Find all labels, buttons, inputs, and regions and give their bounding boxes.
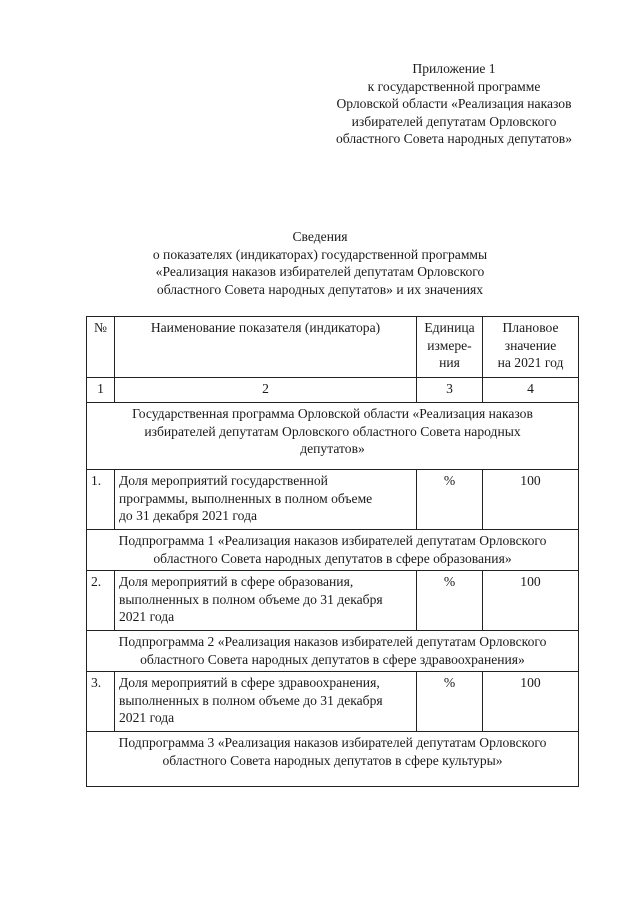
column-index: 1	[87, 378, 115, 403]
indicator-name: Доля мероприятий в сфере образования, выполненных в полном объеме до 31 декабря 2021 года	[115, 571, 417, 631]
header-number: №	[87, 317, 115, 378]
subprogram-row	[87, 631, 579, 672]
indicator-value: 100	[483, 470, 579, 530]
document-heading	[120, 228, 520, 298]
heading-line: областного Совета народных депутатов» и их значениях	[156, 281, 484, 297]
column-index: 3	[417, 378, 483, 403]
table-row	[87, 470, 579, 530]
header-indicator-name: Наименование показателя (индикатора)	[115, 317, 417, 378]
row-number: 3.	[87, 672, 115, 732]
header-planned-value: Плановое значение на 2021 год	[483, 317, 579, 378]
column-index: 2	[115, 378, 417, 403]
column-index-row	[87, 378, 579, 403]
appendix-line: избирателей депутатам Орловского	[351, 113, 557, 129]
subprogram-title: Подпрограмма 2 «Реализация наказов избирателей депутатам Орловского областного Совета народных депутатов в сфере здравоохранения»	[87, 631, 579, 672]
heading-line: «Реализация наказов избирателей депутатам Орловского	[155, 264, 485, 279]
indicator-unit: %	[417, 672, 483, 732]
heading-title: Сведения	[292, 229, 348, 244]
program-title-row	[87, 403, 579, 470]
indicator-unit: %	[417, 470, 483, 530]
table-row	[87, 571, 579, 631]
row-number: 2.	[87, 571, 115, 631]
table-header-row	[87, 317, 579, 378]
row-number: 1.	[87, 470, 115, 530]
indicator-unit: %	[417, 571, 483, 631]
subprogram-row	[87, 530, 579, 571]
header-unit: Единица измере- ния	[417, 317, 483, 378]
column-index: 4	[483, 378, 579, 403]
appendix-line: Орловской области «Реализация наказов	[336, 96, 572, 111]
table-row	[87, 672, 579, 732]
appendix-block	[318, 60, 590, 148]
appendix-line: областного Совета народных депутатов»	[335, 131, 573, 146]
indicator-name: Доля мероприятий в сфере здравоохранения, выполненных в полном объеме до 31 декабря 2021 года	[115, 672, 417, 732]
subprogram-title: Подпрограмма 1 «Реализация наказов избирателей депутатам Орловского областного Совета народных депутатов в сфере образования»	[87, 530, 579, 571]
indicator-name: Доля мероприятий государственной программы, выполненных в полном объеме до 31 декабря 2021 года	[115, 470, 417, 530]
subprogram-row	[87, 732, 579, 787]
heading-line: о показателях (индикаторах) государственной программы	[152, 246, 488, 262]
indicators-table	[86, 316, 579, 787]
indicator-value: 100	[483, 672, 579, 732]
indicator-value: 100	[483, 571, 579, 631]
appendix-line: Приложение 1	[412, 61, 496, 76]
program-title: Государственная программа Орловской области «Реализация наказов избирателей депутатам Орловского областного Совета народных депутатов»	[87, 403, 579, 470]
subprogram-title: Подпрограмма 3 «Реализация наказов избирателей депутатам Орловского областного Совета народных депутатов в сфере культуры»	[87, 732, 579, 787]
appendix-line: к государственной программе	[367, 78, 541, 94]
